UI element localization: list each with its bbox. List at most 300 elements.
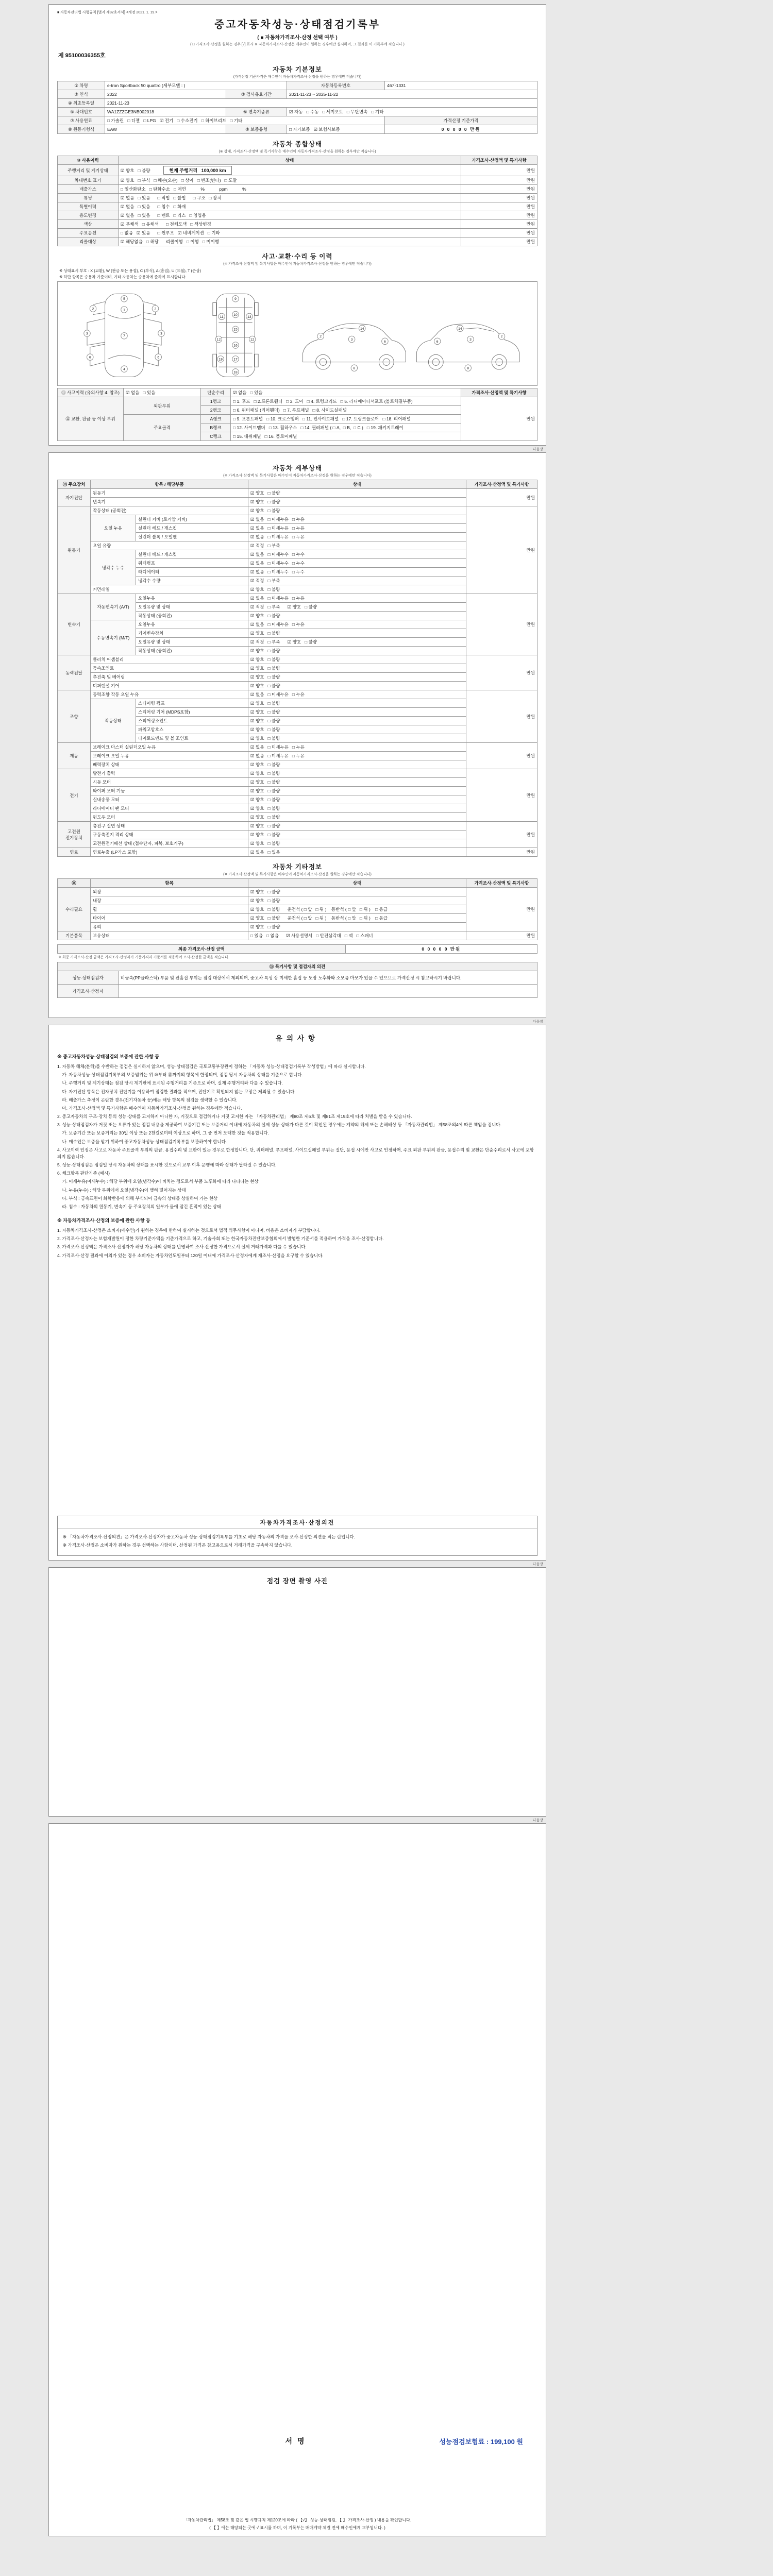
detail-col-item: 항목 / 해당부품 bbox=[91, 480, 248, 489]
price-cell: 만원 bbox=[466, 743, 537, 769]
next-page-note: 다음장 bbox=[532, 1020, 543, 1024]
svg-text:19: 19 bbox=[219, 358, 223, 362]
detail-row bbox=[58, 682, 537, 690]
svg-text:2: 2 bbox=[320, 335, 322, 339]
detail-item-label: 시동 모터 bbox=[91, 778, 248, 787]
signature-heading: 서명 bbox=[285, 2437, 310, 2445]
rank1-items: □ 1. 후드 □ 2.프론트휀더 □ 3. 도어 □ 4. 트렁크리드 □ 5. 라디에이터서포트 (볼트체결부품) bbox=[231, 397, 461, 406]
checkbox-options: ☑ 양호 □ 불량 bbox=[248, 888, 466, 896]
detail-item-label: 오일누유 bbox=[136, 594, 248, 603]
reg-number-label: 자동차등록번호 bbox=[287, 81, 385, 90]
svg-text:13: 13 bbox=[247, 315, 251, 319]
checkbox-options: ☑ 양호 □ 불량 bbox=[248, 787, 466, 795]
notice-line: 4. 가격조사·산정 결과에 이의가 있는 경우 소비자는 자동차인도일부터 120일 이내에 가격조사·산정자에게 재조사·산정을 요구할 수 있습니다. bbox=[57, 1252, 324, 1258]
detail-row bbox=[58, 541, 537, 550]
detail-group-label: 원동기 bbox=[58, 506, 91, 594]
misc-row bbox=[58, 896, 537, 905]
detail-item-label: 커먼레일 bbox=[91, 585, 248, 594]
misc-item-label: 타이어 bbox=[91, 914, 248, 923]
detail-item-label: 실린더 헤드 / 개스킷 bbox=[136, 550, 248, 559]
rank2-items: □ 6. 쿼터패널 (리어휀더) □ 7. 루프패널 □ 8. 사이드실패널 bbox=[231, 406, 461, 415]
detail-item-label: 스티어링 기어 (MDPS포함) bbox=[136, 708, 248, 717]
detail-row bbox=[58, 760, 537, 769]
checkbox-options: □ 있음 □ 없음 ☑ 사용설명서 □ 안전삼각대 □ 잭 □ 스패너 bbox=[248, 931, 466, 940]
svg-text:9: 9 bbox=[234, 297, 237, 301]
detail-item-label: 추진축 및 베어링 bbox=[91, 673, 248, 682]
inspection-period-label: ③ 검사유효기간 bbox=[226, 90, 287, 99]
misc-col-no: ⑭ bbox=[58, 879, 91, 888]
checkbox-options: □ 일산화탄소 □ 탄화수소 □ 매연 % ppm % bbox=[119, 185, 461, 194]
detail-item-label: 고전원전기배선 상태 (접속단자, 피복, 보호기구) bbox=[91, 839, 248, 848]
price-cell: 만원 bbox=[466, 594, 537, 655]
overall-item-label: 배출가스 bbox=[58, 185, 119, 194]
detail-row bbox=[58, 848, 537, 857]
sheet-2 bbox=[48, 452, 546, 1018]
detail-subgroup-label: 수동변속기 (M/T) bbox=[91, 620, 136, 655]
rankA-items: □ 9. 프론트패널 □ 10. 크로스멤버 □ 11. 인사이드패널 □ 17. 트렁크플로어 □ 18. 리어패널 bbox=[231, 415, 461, 423]
checkbox-options: ☑ 적정 □ 부족 bbox=[248, 541, 466, 550]
notice-line: 가. 보증기간 또는 보증거리는 30일 이상 또는 2천킬로미터 이상으로 하며, 그 중 먼저 도래한 것을 적용합니다. bbox=[57, 1130, 270, 1136]
detail-row bbox=[58, 620, 537, 629]
price-survey-choice-label: ( ■ 자동차가격조사·산정 선택 여부 ) bbox=[257, 35, 338, 41]
final-price-note: ※ 최종 가격조사·산정 금액은 가격조사·산정자가 기준가격과 기준서를 적용하여 조사·산정한 금액을 적습니다. bbox=[58, 956, 229, 959]
state-code-legend: ※ 상태표시 부호 : X (교환), W (판금 또는 용접), C (부식), A (흠집), U (요철), T (손상) bbox=[59, 268, 201, 273]
detail-item-label: 변속기 bbox=[91, 498, 248, 506]
detail-row bbox=[58, 787, 537, 795]
rankB-label: B랭크 bbox=[201, 423, 231, 432]
misc-row bbox=[58, 905, 537, 914]
overall-row bbox=[58, 229, 537, 238]
overall-col-status: 상태 bbox=[119, 156, 461, 165]
overall-item-label: 특별이력 bbox=[58, 202, 119, 211]
misc-row bbox=[58, 923, 537, 931]
detail-row bbox=[58, 550, 537, 559]
checkbox-options: ☑ 없음 □ 있음 bbox=[248, 848, 466, 857]
svg-text:7: 7 bbox=[123, 334, 125, 338]
final-price-label: 최종 가격조사·산정 금액 bbox=[58, 945, 346, 954]
detail-item-label: 라디에이터 bbox=[136, 568, 248, 577]
notice-line: 나. 주행거리 및 계기상태는 점검 당시 계기판에 표시된 주행거리를 기준으로 하며, 실제 주행거리와 다를 수 있습니다. bbox=[57, 1080, 283, 1086]
legal-footer-line: ( 【 】에는 해당되는 곳에 √ 표시를 하며, 이 기록부는 매매계약 체결 전에 매수인에게 교부됩니다. ) bbox=[209, 2526, 385, 2530]
overall-item-label: 주행거리 및 계기상태 bbox=[58, 165, 119, 176]
outer-panel-label: 외판부위 bbox=[124, 397, 201, 415]
table-header-row bbox=[58, 480, 537, 489]
detail-item-label: 라디에이터 팬 모터 bbox=[91, 804, 248, 813]
detail-item-label: 작동상태 (공회전) bbox=[136, 612, 248, 620]
price-cell: 만원 bbox=[461, 202, 537, 211]
detail-row bbox=[58, 822, 537, 831]
notice-title: 유의사항 bbox=[275, 1035, 320, 1042]
price-cell: 만원 bbox=[466, 655, 537, 690]
checkbox-options: ☑ 없음 □ 있음 □ 렌트 □ 리스 □ 영업용 bbox=[119, 211, 461, 220]
blank-area bbox=[57, 2449, 537, 2516]
checkbox-options: ☑ 양호 □ 불량 bbox=[248, 682, 466, 690]
detail-subgroup-label: 자동변속기 (A/T) bbox=[91, 594, 136, 620]
detail-item-label: 브레이크 마스터 실린더오일 누유 bbox=[91, 743, 248, 752]
simple-repair-label: 단순수리 bbox=[201, 388, 231, 397]
detail-item-label: 등속조인트 bbox=[91, 664, 248, 673]
detail-row bbox=[58, 699, 537, 708]
vin-value: WA1ZZZGE3NB002018 bbox=[105, 108, 226, 116]
price-cell: 만원 bbox=[466, 489, 537, 506]
accident-price-header: 가격조사·산정액 및 특기사항 bbox=[461, 388, 537, 397]
checkbox-options: ☑ 양호 □ 불량 bbox=[248, 612, 466, 620]
price-cell: 만원 bbox=[461, 397, 537, 441]
table-header-row bbox=[58, 879, 537, 888]
table-row bbox=[58, 945, 537, 954]
detail-item-label: 배력장치 상태 bbox=[91, 760, 248, 769]
checkbox-options: ☑ 없음 □ 미세누수 □ 누수 bbox=[248, 550, 466, 559]
price-cell: 만원 bbox=[461, 229, 537, 238]
overall-item-label: 색상 bbox=[58, 220, 119, 229]
price-cell: 만원 bbox=[466, 506, 537, 594]
svg-text:2: 2 bbox=[500, 335, 503, 339]
checkbox-options: ☑ 양호 □ 부식 □ 훼손(오손) □ 상이 □ 변조(변타) □ 도말 bbox=[119, 176, 461, 185]
svg-text:11: 11 bbox=[220, 315, 224, 319]
warranty-type-options: □ 자가보증 ☑ 보험사보증 bbox=[287, 125, 385, 134]
misc-item-label: 휠 bbox=[91, 905, 248, 914]
detail-row bbox=[58, 489, 537, 498]
checkbox-options: ☑ 해당없음 □ 해당 리콜이행 □ 이행 □ 미이행 bbox=[119, 238, 461, 246]
price-cell: 만원 bbox=[466, 931, 537, 940]
price-cell: 만원 bbox=[466, 822, 537, 848]
detail-group-label: 조향 bbox=[58, 690, 91, 743]
checkbox-options: ☑ 양호 □ 불량 bbox=[248, 822, 466, 831]
detail-row bbox=[58, 813, 537, 822]
checkbox-options: ☑ 양호 □ 불량 현재 주행거리 100,000 km bbox=[119, 165, 461, 176]
checkbox-options: ☑ 없음 □ 있음 □ 침수 □ 화재 bbox=[119, 202, 461, 211]
misc-col-item: 항목 bbox=[91, 879, 248, 888]
notice-line: 2. 중고자동차의 구조·장치 등의 성능·상태를 고지하지 아니한 자, 거짓으로 점검하거나 거짓 고지한 자는 「자동차관리법」 제80조 제6호 및 제81조 제19호에 따라 처벌을 받을 수 있습니다. bbox=[57, 1114, 412, 1120]
detail-row bbox=[58, 804, 537, 813]
checkbox-options: ☑ 양호 □ 불량 bbox=[248, 506, 466, 515]
detail-col-price: 가격조사·산정액 및 특기사항 bbox=[466, 480, 537, 489]
price-cell: 만원 bbox=[461, 185, 537, 194]
notice-items-pricing bbox=[57, 1226, 537, 1261]
first-registration-label: ④ 최초등록일 bbox=[58, 99, 105, 108]
checkbox-options: ☑ 양호 □ 불량 bbox=[248, 585, 466, 594]
table-row bbox=[58, 985, 537, 998]
checkbox-options: ☑ 적정 □ 부족 ☑ 양호 □ 불량 bbox=[248, 638, 466, 647]
checkbox-options: ☑ 양호 □ 불량 bbox=[248, 655, 466, 664]
notice-line: 2. 가격조사·산정자는 보험개발원이 정한 차량기준가액을 기준가격으로 하고, 기술사회 또는 한국자동차진단보증협회에서 발행한 기준서를 적용하여 가격을 조사·산정합니다. bbox=[57, 1236, 384, 1242]
misc-group-label: 수리필요 bbox=[58, 888, 91, 931]
notice-heading-inspection: ※ 중고자동차성능·상태점검의 보증에 관한 사항 등 bbox=[57, 1054, 160, 1059]
engine-type-label: ⑧ 원동기형식 bbox=[58, 125, 105, 134]
svg-text:6: 6 bbox=[436, 340, 439, 344]
detail-item-label: 작동상태 (공회전) bbox=[91, 506, 248, 515]
blank-area bbox=[57, 1829, 537, 2436]
vehicle-name-value: e-tron Sportback 50 quattro (세부모델 : ) bbox=[105, 81, 287, 90]
svg-text:18: 18 bbox=[233, 370, 238, 375]
detail-row bbox=[58, 673, 537, 682]
section-accident-title: 사고·교환·수리 등 이력 bbox=[262, 253, 333, 260]
overall-row bbox=[58, 220, 537, 229]
price-cell: 만원 bbox=[461, 220, 537, 229]
detail-item-label: 원동기 bbox=[91, 489, 248, 498]
checkbox-options: ☑ 양호 □ 불량 bbox=[248, 498, 466, 506]
detail-item-label: 오일유량 및 상태 bbox=[136, 638, 248, 647]
svg-text:5: 5 bbox=[123, 297, 125, 301]
table-header-row bbox=[58, 156, 537, 165]
detail-group-label: 연료 bbox=[58, 848, 91, 857]
detail-subgroup-label: 냉각수 누수 bbox=[91, 550, 136, 585]
price-survey-choice-note: ( □ 가격조사·산정을 원하는 경우 [√] 표시 ※ 자동차가격조사·산정은 매수인이 원하는 경우에만 실시하며, 그 결과를 이 기록부에 적습니다 ) bbox=[190, 43, 405, 46]
detail-item-label: 발전기 출력 bbox=[91, 769, 248, 778]
svg-text:6: 6 bbox=[89, 355, 91, 360]
detail-row bbox=[58, 506, 537, 515]
price-opinion-line: ※ 「자동차가격조사·산정의견」은 가격조사·산정자가 중고자동차 성능·상태점검기록부를 기초로 해당 자동차의 가격을 조사·산정한 의견을 적는 란입니다. bbox=[63, 1534, 356, 1539]
overall-col-usage: ⑩ 사용이력 bbox=[58, 156, 119, 165]
notice-line: 3. 가격조사·산정액은 가격조사·산정자가 해당 자동차의 상태를 반영하여 조사·산정한 가격으로서 실제 거래가격과 다를 수 있습니다. bbox=[57, 1244, 307, 1250]
detail-row bbox=[58, 778, 537, 787]
detail-item-label: 스티어링 펌프 bbox=[136, 699, 248, 708]
detail-item-label: 구동축전지 격리 상태 bbox=[91, 831, 248, 839]
insurance-fee: 성능점검보험료 : 199,100 원 bbox=[439, 2438, 523, 2446]
table-row bbox=[58, 125, 537, 134]
document bbox=[48, 4, 546, 2536]
detail-item-label: 오일유량 및 상태 bbox=[136, 603, 248, 612]
detail-row bbox=[58, 664, 537, 673]
checkbox-options: ☑ 양호 □ 불량 bbox=[248, 923, 466, 931]
detail-row bbox=[58, 515, 537, 524]
notice-line: 나. 매수인은 보증을 받기 위하여 중고자동차성능·상태점검기록부를 보관하여야 합니다. bbox=[57, 1139, 227, 1144]
rank1-label: 1랭크 bbox=[201, 397, 231, 406]
svg-text:6: 6 bbox=[384, 340, 386, 344]
checkbox-options: ☑ 양호 □ 불량 운전석 ( □ 앞 □ 뒤 ) 동반석 ( □ 앞 □ 뒤 ) □ 응급 bbox=[248, 905, 466, 914]
misc-item-label: 내장 bbox=[91, 896, 248, 905]
table-row bbox=[58, 81, 537, 90]
detail-item-label: 실린더 블록 / 오일팬 bbox=[136, 533, 248, 541]
main-frame-label: 주요골격 bbox=[124, 415, 201, 441]
misc-item-label: 보유상태 bbox=[91, 931, 248, 940]
checkbox-options: ☑ 없음 □ 미세누유 □ 누유 bbox=[248, 524, 466, 533]
checkbox-options: ☑ 무채색 □ 유채색 □ 전체도색 □ 색상변경 bbox=[119, 220, 461, 229]
svg-text:16: 16 bbox=[233, 344, 238, 348]
detail-group-label: 동력전달 bbox=[58, 655, 91, 690]
svg-text:6: 6 bbox=[157, 355, 160, 360]
rankC-label: C랭크 bbox=[201, 432, 231, 441]
sheet-1 bbox=[48, 4, 546, 446]
inspection-period-value: 2021-11-23 ~ 2025-11-22 bbox=[287, 90, 537, 99]
checkbox-options: ☑ 양호 □ 불량 bbox=[248, 734, 466, 743]
checkbox-options: ☑ 양호 □ 불량 bbox=[248, 831, 466, 839]
detail-row bbox=[58, 795, 537, 804]
reg-number-value: 46가1331 bbox=[385, 81, 537, 90]
price-cell: 만원 bbox=[461, 194, 537, 202]
rankC-items: □ 15. 대쉬패널 □ 16. 플로어패널 bbox=[231, 432, 461, 441]
checkbox-options: ☑ 양호 □ 불량 bbox=[248, 725, 466, 734]
detail-item-label: 연료누출 (LP가스 포함) bbox=[91, 848, 248, 857]
appraiser-label: 가격조사·산정자 bbox=[58, 985, 119, 998]
svg-text:12: 12 bbox=[216, 337, 221, 342]
svg-text:10: 10 bbox=[233, 313, 238, 317]
model-year-label: ② 연식 bbox=[58, 90, 105, 99]
legal-footer-line: 「자동차관리법」 제58조 및 같은 법 시행규칙 제120조에 따라 ( 【√】 성능·상태점검, 【 】 가격조사·산정 ) 내용을 확인합니다. bbox=[183, 2518, 412, 2522]
table-header-row bbox=[58, 962, 537, 971]
detail-group-label: 고전원 전기장치 bbox=[58, 822, 91, 848]
detail-group-label: 변속기 bbox=[58, 594, 91, 655]
detail-row bbox=[58, 769, 537, 778]
simple-repair-options: ☑ 없음 □ 있음 bbox=[231, 388, 461, 397]
detail-item-label: 타이로드엔드 및 볼 조인트 bbox=[136, 734, 248, 743]
notice-line: 4. 사고이력 인정은 사고로 자동차 주요골격 부위의 판금, 용접수리 및 교환이 있는 경우로 한정합니다. 단, 쿼터패널, 루프패널, 사이드실패널 부위는 절단, 용접 시에만 사고로 인정하며, 주요 외판 부위의 판금, 용접수리 및 교환은 단순수리로서 사고에 포함되지 않습니다. bbox=[57, 1147, 534, 1159]
section-misc-note: (※ 가격조사·산정액 및 특기사항은 매수인이 자동차가격조사·산정을 원하는 경우에만 적습니다) bbox=[223, 873, 372, 876]
misc-group-label: 기본품목 bbox=[58, 931, 91, 940]
price-cell: 만원 bbox=[466, 690, 537, 743]
detail-group-label: 제동 bbox=[58, 743, 91, 769]
overall-item-label: 용도변경 bbox=[58, 211, 119, 220]
warranty-type-label: ⑨ 보증유형 bbox=[226, 125, 287, 134]
final-price-value: 0 0 0 0 0 만원 bbox=[345, 945, 537, 954]
detail-row bbox=[58, 594, 537, 603]
notice-line: 마. 가격조사·산정액 및 특기사항은 매수인이 자동차가격조사·산정을 원하는 경우에만 적습니다. bbox=[57, 1105, 242, 1111]
fuel-label: ⑦ 사용연료 bbox=[58, 116, 105, 125]
svg-text:2: 2 bbox=[154, 307, 157, 311]
checkbox-options: □ 없음 ☑ 있음 □ 썬루프 ☑ 네비게이션 □ 기타 bbox=[119, 229, 461, 238]
checkbox-options: ☑ 양호 □ 불량 bbox=[248, 804, 466, 813]
notice-line: 5. 성능·상태점검은 점검일 당시 자동차의 상태를 표시한 것으로서 교부 이후 운행에 따라 상태가 달라질 수 있습니다. bbox=[57, 1162, 277, 1168]
exchange-panel-label: ⑫ 교환, 판금 등 이상 부위 bbox=[58, 397, 124, 441]
fuel-options: □ 가솔린 □ 디젤 □ LPG ☑ 전기 □ 수소전기 □ 하이브리드 □ 기타 bbox=[105, 116, 385, 125]
checkbox-options: ☑ 양호 □ 불량 bbox=[248, 813, 466, 822]
table-row bbox=[58, 397, 537, 406]
price-opinion-box bbox=[57, 1516, 537, 1556]
price-opinion-title: 자동차가격조사·산정의견 bbox=[58, 1516, 537, 1529]
section-detail-title: 자동차 세부상태 bbox=[273, 465, 322, 472]
checkbox-options: ☑ 없음 □ 미세누수 □ 누수 bbox=[248, 568, 466, 577]
detail-row bbox=[58, 690, 537, 699]
notice-line: 6. 체크항목 판단기준 (예시) bbox=[57, 1171, 110, 1176]
notice-line: 가. 미세누유(미세누수) : 해당 부위에 오일(냉각수)이 비치는 정도로서 부품 노후화에 따라 나타나는 현상 bbox=[57, 1179, 259, 1184]
overall-row bbox=[58, 176, 537, 185]
final-price-table bbox=[57, 944, 537, 954]
svg-text:12: 12 bbox=[250, 337, 255, 342]
detail-item-label: 동력조향 작동 오일 누유 bbox=[91, 690, 248, 699]
checkbox-options: ☑ 없음 □ 미세누유 □ 누유 bbox=[248, 533, 466, 541]
misc-col-price: 가격조사·산정액 및 특기사항 bbox=[466, 879, 537, 888]
notice-line: 나. 누유(누수) : 해당 부위에서 오일(냉각수)이 맺혀 떨어지는 상태 bbox=[57, 1187, 186, 1193]
current-mileage-box: 현재 주행거리 100,000 km bbox=[163, 166, 231, 175]
svg-text:4: 4 bbox=[123, 367, 125, 371]
checkbox-options: ☑ 없음 □ 미세누유 □ 누유 bbox=[248, 515, 466, 524]
remarks-table bbox=[57, 962, 537, 998]
section-accident-note: (※ 가격조사·산정액 및 특기사항은 매수인이 자동차가격조사·산정을 원하는 경우에만 적습니다) bbox=[223, 262, 372, 266]
detail-item-label: 충전구 절연 상태 bbox=[91, 822, 248, 831]
transmission-label: ⑥ 변속기종류 bbox=[226, 108, 287, 116]
checkbox-options: ☑ 없음 □ 미세누유 □ 누유 bbox=[248, 594, 466, 603]
checkbox-options: ☑ 없음 □ 있음 □ 적법 □ 불법 □ 구조 □ 장치 bbox=[119, 194, 461, 202]
detail-row bbox=[58, 831, 537, 839]
table-row bbox=[58, 108, 537, 116]
car-diagram-panel bbox=[57, 281, 537, 386]
detail-col-status: 상태 bbox=[248, 480, 466, 489]
price-cell: 만원 bbox=[461, 176, 537, 185]
detail-item-label: 브레이크 오일 누유 bbox=[91, 752, 248, 760]
svg-text:2: 2 bbox=[92, 307, 94, 311]
svg-text:1: 1 bbox=[123, 308, 125, 312]
price-cell: 만원 bbox=[461, 238, 537, 246]
detail-item-label: 파워고압호스 bbox=[136, 725, 248, 734]
checkbox-options: ☑ 양호 □ 불량 bbox=[248, 629, 466, 638]
checkbox-options: ☑ 없음 □ 미세누유 □ 누유 bbox=[248, 620, 466, 629]
transmission-options: ☑ 자동 □ 수동 □ 세미오토 □ 무단변속 □ 기타 bbox=[287, 108, 537, 116]
svg-text:3: 3 bbox=[86, 332, 88, 336]
detail-row bbox=[58, 585, 537, 594]
misc-row bbox=[58, 888, 537, 896]
table-row bbox=[58, 388, 537, 397]
notice-heading-pricing: ※ 자동차가격조사·산정의 보증에 관한 사항 등 bbox=[57, 1218, 150, 1224]
detail-row bbox=[58, 498, 537, 506]
detail-item-label: 실내송풍 모터 bbox=[91, 795, 248, 804]
misc-item-label: 유리 bbox=[91, 923, 248, 931]
price-cell: 만원 bbox=[461, 165, 537, 176]
section-overall-title: 자동차 종합상태 bbox=[273, 141, 322, 148]
detail-row bbox=[58, 839, 537, 848]
checkbox-options: ☑ 양호 □ 불량 bbox=[248, 760, 466, 769]
overall-condition-table bbox=[57, 156, 537, 246]
section-basic-note: (가격산정 기준가격은 매수인이 자동차가격조사·산정을 원하는 경우에만 적습니다) bbox=[233, 75, 362, 79]
detail-item-label: 실린더 커버 (로커암 커버) bbox=[136, 515, 248, 524]
notice-line: 라. 침수 : 자동차의 원동기, 변속기 등 주요장치의 일부가 물에 잠긴 흔적이 있는 상태 bbox=[57, 1204, 222, 1209]
first-registration-value: 2021-11-23 bbox=[105, 99, 537, 108]
overall-row bbox=[58, 211, 537, 220]
detail-item-label: 작동상태 (공회전) bbox=[136, 647, 248, 655]
base-price-value: 0 0 0 0 0 만원 bbox=[385, 125, 537, 134]
detail-group-label: 전기 bbox=[58, 769, 91, 822]
misc-row bbox=[58, 931, 537, 940]
notice-line: 1. 자동차 해체(분해)를 수반하는 점검은 실시하지 않으며, 성능·상태점검은 국토교통부장관이 정하는 「자동차 성능·상태점검기록부 작성방법」에 따라 실시합니다. bbox=[57, 1064, 366, 1069]
detail-item-label: 기어변속장치 bbox=[136, 629, 248, 638]
checkbox-options: ☑ 양호 □ 불량 bbox=[248, 647, 466, 655]
overall-item-label: 주요옵션 bbox=[58, 229, 119, 238]
overall-item-label: 리콜대상 bbox=[58, 238, 119, 246]
appraiser-remark bbox=[119, 985, 537, 998]
price-cell: 만원 bbox=[461, 211, 537, 220]
detail-item-label: 오일누유 bbox=[136, 620, 248, 629]
checkbox-options: ☑ 양호 □ 불량 bbox=[248, 489, 466, 498]
notice-line: 1. 자동차가격조사·산정은 소비자(매수인)가 원하는 경우에 한하여 실시하는 것으로서 법적 의무사항이 아니며, 비용은 소비자가 부담합니다. bbox=[57, 1228, 321, 1233]
form-reference: ■ 자동차관리법 시행규칙 [별지 제82호서식] <개정 2021. 1. 19.> bbox=[57, 11, 158, 14]
overall-item-label: 차대번호 표기 bbox=[58, 176, 119, 185]
checkbox-options: ☑ 적정 □ 부족 bbox=[248, 577, 466, 585]
checkbox-options: ☑ 양호 □ 불량 bbox=[248, 699, 466, 708]
table-row bbox=[58, 116, 537, 125]
price-opinion-body bbox=[58, 1529, 537, 1555]
checkbox-options: ☑ 양호 □ 불량 bbox=[248, 708, 466, 717]
detail-item-label: 윈도우 모터 bbox=[91, 813, 248, 822]
price-opinion-line: ※ 가격조사·산정은 소비자가 원하는 경우 선택하는 사항이며, 산정된 가격은 참고용으로서 거래가격을 구속하지 않습니다. bbox=[63, 1542, 293, 1548]
table-row bbox=[58, 99, 537, 108]
notice-line: 다. 자기진단 항목은 전자장치 진단기를 이용하여 점검한 결과를 적으며, 진단기로 확인되지 않는 고장은 제외될 수 있습니다. bbox=[57, 1089, 296, 1094]
sheet-3 bbox=[48, 1025, 546, 1561]
rank2-label: 2랭크 bbox=[201, 406, 231, 415]
rankA-label: A랭크 bbox=[201, 415, 231, 423]
notice-line: 다. 부식 : 금속표면이 화학반응에 의해 부식되어 금속의 상태를 상실하여 가는 현상 bbox=[57, 1195, 218, 1201]
sheet-5 bbox=[48, 1823, 546, 2536]
detail-row bbox=[58, 655, 537, 664]
misc-row bbox=[58, 914, 537, 923]
overall-row bbox=[58, 238, 537, 246]
checkbox-options: ☑ 없음 □ 미세누유 □ 누유 bbox=[248, 752, 466, 760]
detail-subgroup-label: 오일 누유 bbox=[91, 515, 136, 541]
section-basic-title: 자동차 기본정보 bbox=[273, 66, 322, 73]
notice-line: 가. 자동차성능·상태점검기록부의 보증범위는 위 ⑩부터 ⑮까지의 항목에 한정되며, 점검 당시 자동차의 상태를 기준으로 합니다. bbox=[57, 1072, 303, 1078]
price-cell: 만원 bbox=[466, 769, 537, 822]
price-cell: 만원 bbox=[466, 848, 537, 857]
accident-history-label: ⑪ 사고이력 (유의사항 4. 참조) bbox=[58, 388, 124, 397]
base-price-label: 가격산정 기준가격 bbox=[385, 116, 537, 125]
